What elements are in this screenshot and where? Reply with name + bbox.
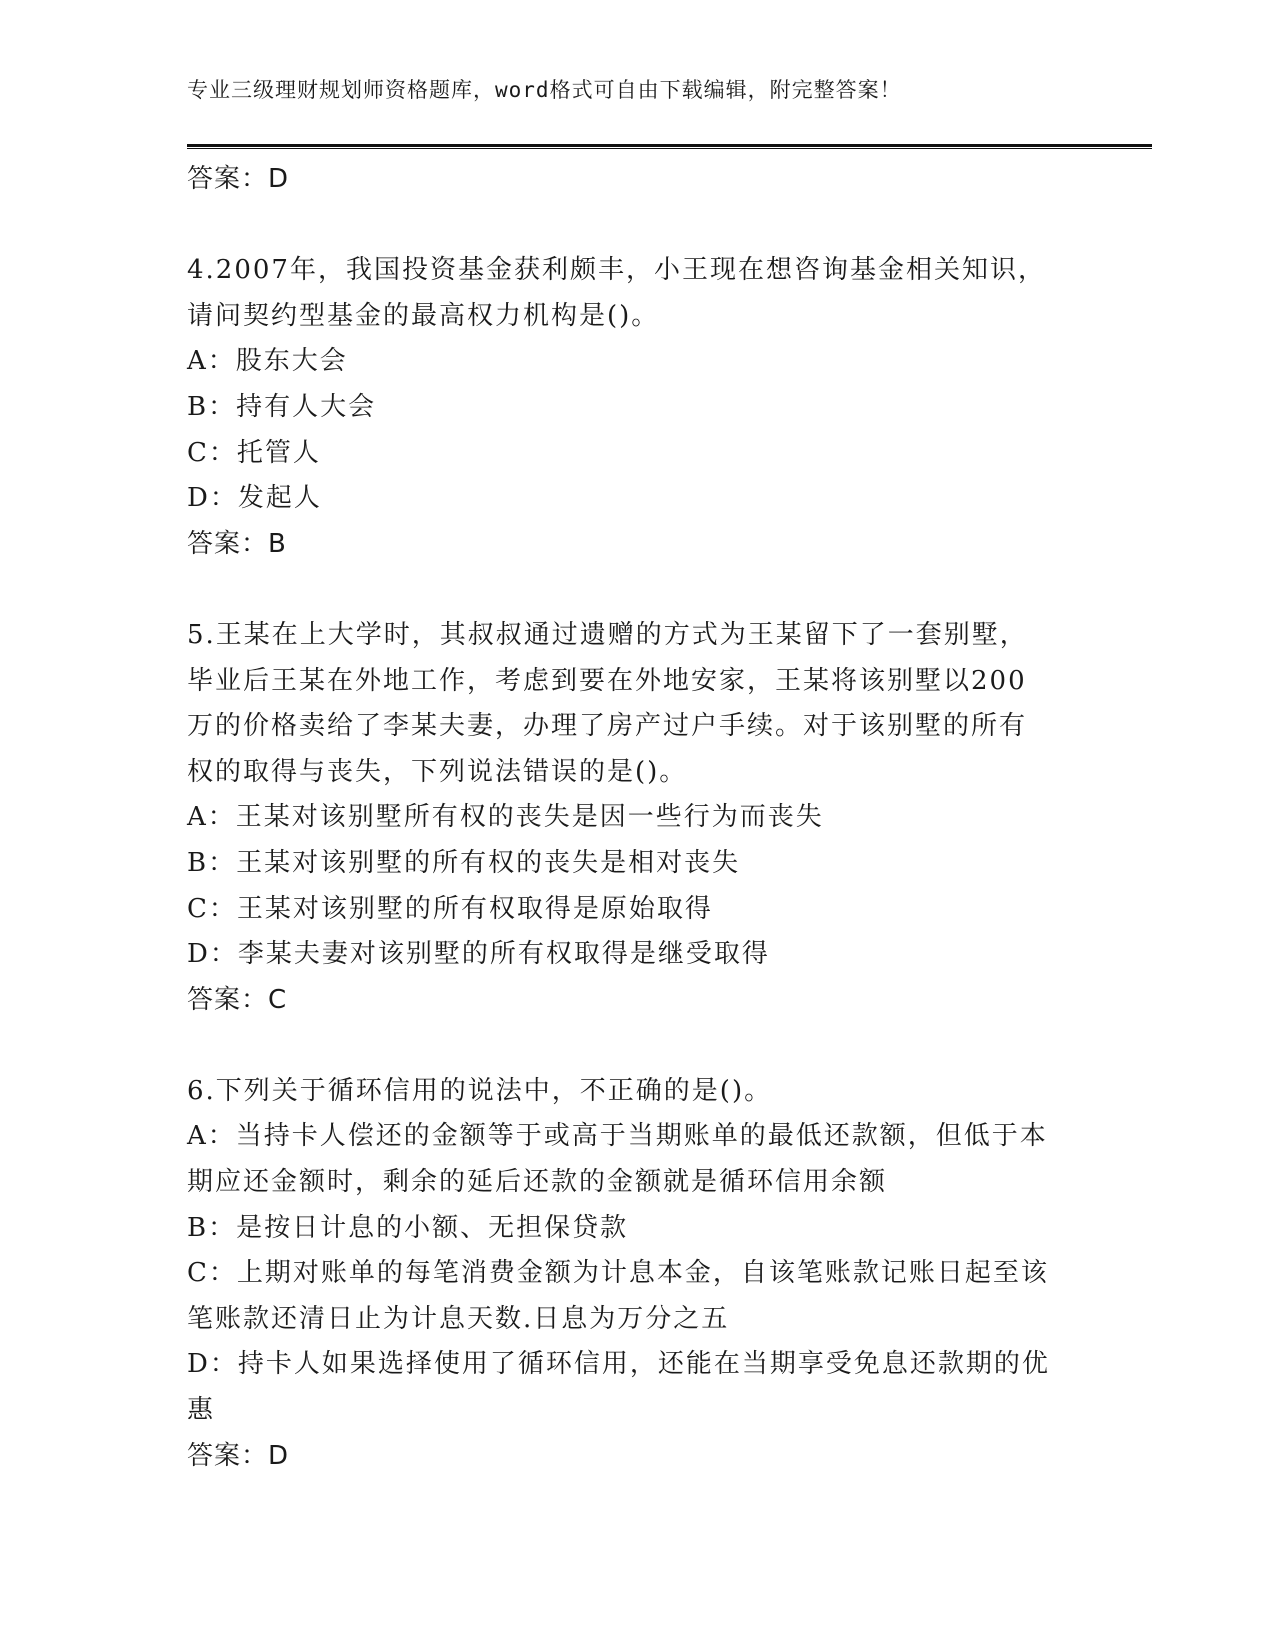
question-stem-line: 权的取得与丧失，下列说法错误的是()。 bbox=[187, 756, 688, 787]
question-block bbox=[187, 613, 1087, 1023]
spacer bbox=[187, 567, 1087, 613]
document-body bbox=[187, 157, 1087, 1479]
question-stem-line: 请问契约型基金的最高权力机构是()。 bbox=[187, 300, 660, 331]
option-b: B：是按日计息的小额、无担保贷款 bbox=[187, 1212, 629, 1243]
spacer bbox=[187, 1023, 1087, 1069]
spacer bbox=[187, 203, 1087, 249]
option-d: D：持卡人如果选择使用了循环信用，还能在当期享受免息还款期的优 bbox=[187, 1349, 1050, 1380]
answer-line: 答案：C bbox=[187, 984, 288, 1015]
option-b: B：持有人大会 bbox=[187, 391, 377, 422]
question-block bbox=[187, 1069, 1087, 1479]
page-header: 专业三级理财规划师资格题库，word格式可自由下载编辑，附完整答案！ bbox=[187, 78, 902, 102]
question-stem-line: 毕业后王某在外地工作，考虑到要在外地安家，王某将该别墅以200 bbox=[187, 665, 1027, 696]
option-a: A：当持卡人偿还的金额等于或高于当期账单的最低还款额，但低于本 bbox=[187, 1121, 1048, 1152]
question-stem-line: 6.下列关于循环信用的说法中，不正确的是()。 bbox=[187, 1075, 773, 1106]
option-d: D：发起人 bbox=[187, 483, 322, 514]
header-divider bbox=[187, 144, 1152, 149]
option-d-continuation: 惠 bbox=[187, 1395, 216, 1426]
option-a-continuation: 期应还金额时，剩余的延后还款的金额就是循环信用余额 bbox=[187, 1167, 888, 1198]
answer-line: 答案：D bbox=[187, 164, 290, 194]
answer-line: 答案：D bbox=[187, 1440, 290, 1471]
option-c: C：上期对账单的每笔消费金额为计息本金，自该笔账款记账日起至该 bbox=[187, 1258, 1049, 1289]
option-c: C：王某对该别墅的所有权取得是原始取得 bbox=[187, 893, 713, 924]
question-block bbox=[187, 248, 1087, 567]
answer-line: 答案：B bbox=[187, 528, 287, 559]
option-a: A：股东大会 bbox=[187, 346, 348, 377]
question-stem-line: 5.王某在上大学时，其叔叔通过遗赠的方式为王某留下了一套别墅， bbox=[187, 619, 1028, 650]
option-b: B：王某对该别墅的所有权的丧失是相对丧失 bbox=[187, 847, 741, 878]
option-a: A：王某对该别墅所有权的丧失是因一些行为而丧失 bbox=[187, 802, 824, 833]
option-c-continuation: 笔账款还清日止为计息天数.日息为万分之五 bbox=[187, 1303, 730, 1334]
question-stem-line: 4.2007年，我国投资基金获利颇丰，小王现在想咨询基金相关知识， bbox=[187, 255, 1046, 286]
option-d: D：李某夫妻对该别墅的所有权取得是继受取得 bbox=[187, 939, 770, 970]
option-c: C：托管人 bbox=[187, 437, 321, 468]
question-stem-line: 万的价格卖给了李某夫妻，办理了房产过户手续。对于该别墅的所有 bbox=[187, 711, 1028, 742]
